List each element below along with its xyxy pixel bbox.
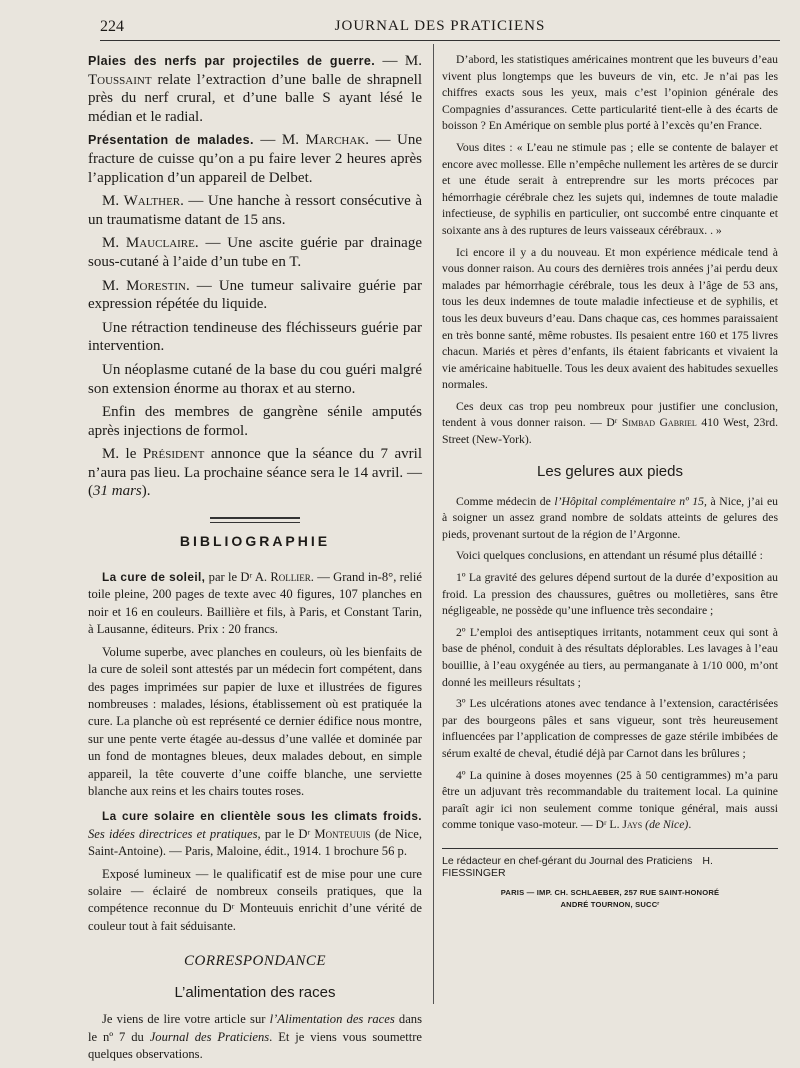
alimentation-heading: L’alimentation des races <box>174 984 336 1002</box>
review-cure-soleil-body: Volume superbe, avec planches en couleurs, où les bienfaits de la cure de soleil sont attestés par un médecin fort compétent, dans des pages imprimées sur papier de luxe et illustrées de figures nombreuses : malades, lésions, établissement où est pratiquée la cure. La planche où est représenté ce dernier édifice nous montre, sur une pente verte étagée au-dessus d’une vallée et dominée par un fond de montagnes bleues, deux malades debout, en simple appareil, la tête couverte d’une coiffe blanche, une serviette blanche aux reins et les chairs toutes roses. <box>88 644 422 798</box>
paragraph-gangrene: Enfin des membres de gangrène sénile amputés après injections de formol. <box>88 404 422 439</box>
point-2: 2º L’emploi des antiseptiques irritants, notamment ceux qui sont à base de phénol, conduit à des résultats déplorables. Les lavages à l’eau bouillie, à l’eau oxygénée au tiers, au permanganate à 1/10 000, m’ont donné les meilleurs résultats ; <box>442 625 778 689</box>
point-1: 1º La gravité des gelures dépend surtout de la durée d’exposition au froid. La pression des chaussures, guêtres ou molletières, sans être négligeable, ne possède qu’une influence très secondaire ; <box>442 571 778 618</box>
paragraph-experience: Ici encore il y a du nouveau. Et mon expérience médicale tend à vous donner raison. Au cours des dernières trois années j’ai perdu deux malades par hémorrhagie cérébrale, tous les deux à l’âge de 53 ans, tous les deux indemnes de toute maladie infectieuse et de syphilis, et tous les deux buveurs d’eau. Dans chaque cas, ces hommes paraissaient en très bonne santé, même robustes. Ils pesaient entre 160 et 175 livres chacun. Mariés et pères d’enfants, ils étaient fabricants et vivaient la vie américaine habituelle. Tous les deux avaient des habitudes sexuelles normales. <box>442 245 778 392</box>
left-column <box>88 52 422 1068</box>
paragraph-retraction: Une rétraction tendineuse des fléchisseurs guérie par intervention. <box>88 319 422 355</box>
column-divider <box>433 44 434 1004</box>
paragraph-plaies-nerfs: Plaies des nerfs par projectiles de guerre. — M. Toussaint relate l’extraction d’une balle de shrapnell près du nerf crural, et d’une balle S ayant lésé le médian et le radial. <box>88 53 422 125</box>
point-3: 3º Les ulcérations atones avec tendance à l’extension, caractérisées par des bourgeons pâles et sans vigueur, sont très heureusement influencées par l’application de compresses de gaze stérile imbibées de sérum exalté de cheval, étudié déjà par Carnot dans les brûlures ; <box>442 697 778 760</box>
paragraph-mauclaire: M. Mauclaire. — Une ascite guérie par drainage sous-cutané à l’aide d’un tube en T. <box>88 235 422 270</box>
bibliographie-heading: BIBLIOGRAPHIE <box>179 533 331 550</box>
page-number: 224 <box>100 18 124 35</box>
review-cure-soleil: La cure de soleil, par le Dʳ A. Rollier. — Grand in-8°, relié toile pleine, 200 pages de texte avec 40 figures, 107 planches en noir et 16 en couleurs. Baillière et fils, à Paris, et Constant Tarin, à Lausanne, éditeurs. Prix : 20 francs. <box>88 570 422 637</box>
correspondance-heading: CORRESPONDANCE <box>184 953 326 970</box>
paragraph-morestin: M. Morestin. — Une tumeur salivaire guérie par expression répétée du liquide. <box>88 277 422 313</box>
review-cure-solaire-body: Exposé lumineux — le qualificatif est de mise pour une cure solaire — éclairé de nombreux conseils pratiques, que la compétence reconnue du Dʳ Monteuuis enrichit d’une vérité de couleur tout à fait séduisante. <box>88 866 422 933</box>
page-header <box>100 18 780 40</box>
printer-imprint: PARIS — IMP. CH. SCHLAEBER, 257 RUE SAINT-HONORÉ ANDRÉ TOURNON, SUCCʳ <box>500 887 720 909</box>
paragraph-walther: M. Walther. — Une hanche à ressort consécutive à un traumatisme datant de 15 ans. <box>88 193 422 228</box>
paragraph-president: M. le Président annonce que la séance du 7 avril n’aura pas lieu. La prochaine séance sera le 14 avril. — (31 mars). <box>88 446 422 500</box>
paragraph-neoplasme: Un néoplasme cutané de la base du cou guéri malgré son extension énorme au thorax et au sterno. <box>88 361 422 397</box>
paragraph-alimentation-intro: Je viens de lire votre article sur l’Alimentation des races dans le nº 7 du Journal des Praticiens. Et je viens vous soumettre quelques observations. <box>88 1012 423 1061</box>
paragraph-citation: Vous dites : « L’eau ne stimule pas ; elle se contente de balayer et encore avec mollesse. Elle n’empêche nullement les artères de se durcir et une étude serait à entreprendre sur les morts précoces par hémorrhagie cérébrale chez les sujets qui, indemnes de toute maladie infectieuse, de syphilis en particulier, ont succombé entre cinquante et soixante ans à des ruptures de leurs vaisseaux cérébraux. . » <box>442 140 778 237</box>
paragraph-gelures-intro: Comme médecin de l’Hôpital complémentaire nº 15, à Nice, j’ai eu à soigner un assez grand nombre de soldats atteints de gelures des pieds, provenant surtout de la région de l’Argonne. <box>442 494 778 541</box>
paragraph-conclusions: Voici quelques conclusions, en attendant un résumé plus détaillé : <box>456 549 763 563</box>
paragraph-conclusion: Ces deux cas trop peu nombreux pour justifier une conclusion, tendent à vous donner raison. — Dʳ Simbad Gabriel 410 West, 23rd. Street (New-York). <box>442 399 778 447</box>
point-4: 4º La quinine à doses moyennes (25 à 50 centigrammes) m’a paru être un adjuvant très recommandable du traitement local. La quinine paraît agir ici non seulement comme tonique général, mais aussi comme tonique vaso-moteur. — Dʳ L. Jays (de Nice). <box>442 768 778 832</box>
review-cure-solaire: La cure solaire en clientèle sous les climats froids. Ses idées directrices et pratiques, par le Dʳ Monteuuis (de Nice, Saint-Antoine). — Paris, Maloine, édit., 1914. 1 brochure 56 p. <box>88 809 422 859</box>
paragraph-presentation-malades: Présentation de malades. — M. Marchak. — Une fracture de cuisse qu’on a pu faire lever 2 heures après l’application d’un appareil de Delbet. <box>88 132 422 186</box>
editor-line: Le rédacteur en chef-gérant du Journal des Praticiens H. FIESSINGER <box>442 848 778 879</box>
right-column <box>442 52 778 911</box>
header-rule <box>100 40 780 41</box>
journal-title: JOURNAL DES PRATICIENS <box>334 18 546 34</box>
section-divider <box>210 517 300 523</box>
paragraph-statistiques: D’abord, les statistiques américaines montrent que les buveurs d’eau vivent plus longtemps que les buveurs de vin, etc. Je n’ai pas les chiffres exacts sous les yeux, mais c’est l’opinion générale des Compagnies d’assurances. Cette particularité tient-elle à des écarts de boisson ? En Amérique on semble plus porté à l’excès qu’en France. <box>442 53 778 133</box>
gelures-heading: Les gelures aux pieds <box>537 462 683 480</box>
